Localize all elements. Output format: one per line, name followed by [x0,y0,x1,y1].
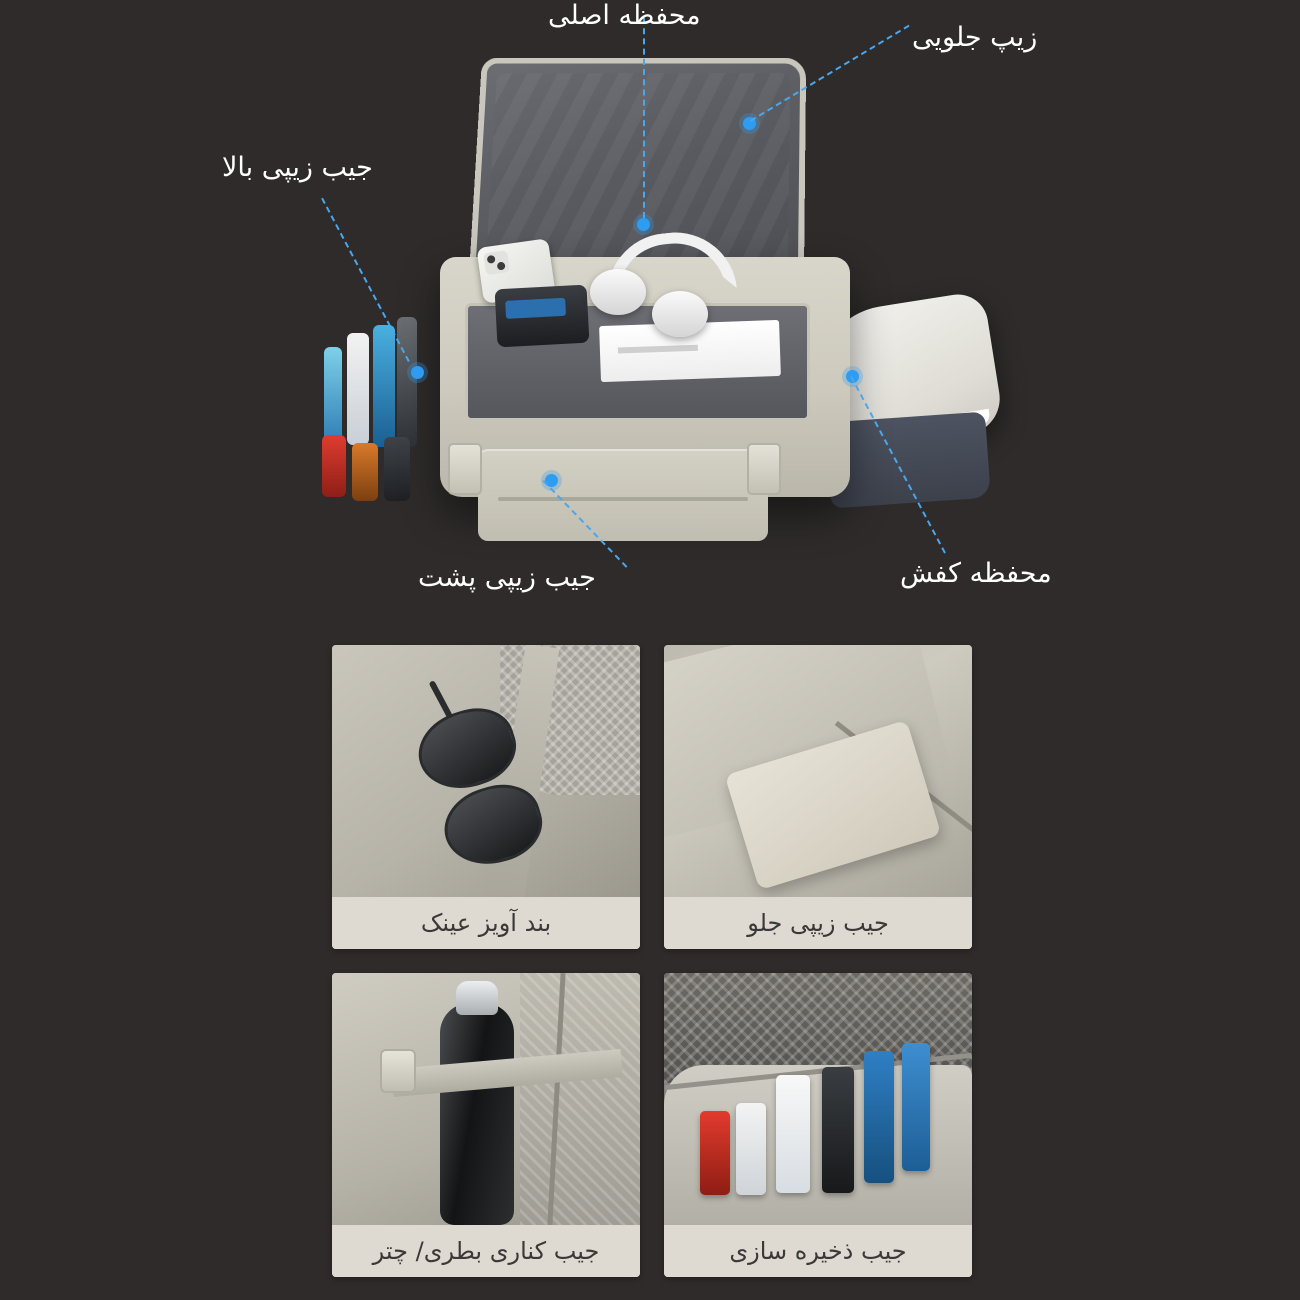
photo-side-bottle-pocket [332,973,640,1225]
toiletry-bottle [822,1067,854,1193]
phone-camera-icon [483,250,510,275]
toiletry-bottle [864,1051,894,1183]
leader-line-main-compartment [643,18,645,218]
buckle-shape [380,1049,416,1093]
callout-top-zip-pocket: جیب زیپی بالا [222,152,373,183]
toiletry-bottle [736,1103,766,1195]
photo-glasses-holder [332,645,640,897]
bottle-cap-shape [456,981,498,1015]
headphones-shape [588,233,753,338]
hero-section [0,0,1300,640]
feature-card-grid [332,645,972,1277]
front-flap-shape [478,449,768,541]
toiletry-bottle [700,1111,730,1195]
callout-main-compartment: محفظه اصلی [548,0,701,31]
headphone-cup [590,269,646,315]
power-bank-shape [495,285,590,348]
callout-back-zip-pocket: جیب زیپی پشت [418,562,596,593]
caption-front-zip-pocket: جیب زیپی جلو [664,897,972,949]
marker-dot-main-compartment [637,218,650,231]
bottle-item [373,325,395,447]
water-bottle-shape [440,1003,514,1225]
callout-front-zipper: زیپ جلویی [912,22,1038,53]
photo-storage-pocket [664,973,972,1225]
toiletry-bottle [776,1075,810,1193]
buckle-right [747,443,781,495]
front-zipper-shape [498,497,748,501]
bottle-item [397,317,417,447]
buckle-left [448,443,482,495]
bottle-item [322,435,346,497]
caption-side-bottle-pocket: جیب کناری بطری/ چتر [332,1225,640,1277]
feature-card-glasses-holder [332,645,640,949]
photo-front-zip-pocket [664,645,972,897]
caption-storage-pocket: جیب ذخیره سازی [664,1225,972,1277]
marker-dot-top-zip-pocket [411,366,424,379]
side-toiletries-group [300,285,450,475]
feature-card-storage-pocket [664,973,972,1277]
shoe-compartment-shape [825,412,991,509]
feature-card-front-zip-pocket [664,645,972,949]
power-bank-label [505,298,566,319]
bottle-item [324,347,342,443]
feature-card-side-bottle-pocket [332,973,640,1277]
headphone-cup [652,291,708,337]
callout-shoe-compartment: محفظه کفش [900,558,1052,589]
caption-glasses-holder: بند آویز عینک [332,897,640,949]
bottle-item [384,437,410,501]
side-panel-shape [520,973,640,1225]
bottle-item [352,443,378,501]
toiletry-bottle [902,1043,930,1171]
bottle-item [347,333,369,445]
backpack-illustration [300,45,1020,525]
